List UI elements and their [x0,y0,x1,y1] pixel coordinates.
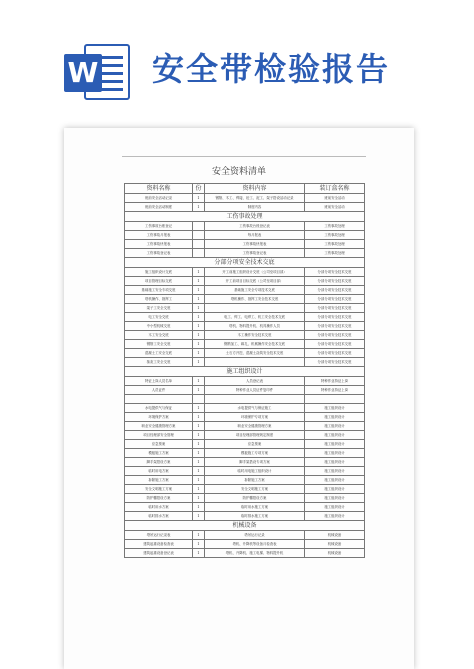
section-title: 工伤事故处理 [125,212,365,222]
table-cell: 特种作业人员证件复印件 [205,386,305,395]
table-cell: 1 [193,431,205,440]
table-cell [193,240,205,249]
table-row [125,340,365,349]
table-cell: 应急预案 [125,440,193,449]
table-cell: 1 [193,295,205,304]
table-cell: 1 [193,322,205,331]
table-cell: 施工组织设计 [305,512,365,521]
table-cell: 基础施工安全专项技术交底 [205,286,305,295]
table-cell: 分部分项安全技术交底 [305,331,365,340]
table-row [125,512,365,521]
table-row [125,358,365,367]
column-header: 资料名称 [125,184,193,194]
table-row [125,304,365,313]
table-cell: 1 [193,340,205,349]
table-row [125,422,365,431]
table-cell: 临时用电方案 [125,467,193,476]
table-cell: 施工组织设计 [305,458,365,467]
table-cell: 塔吊运行记录表 [125,531,193,540]
table-row [125,194,365,203]
table-cell: 机械设备 [305,549,365,558]
table-cell: 防护棚搭设方案 [205,494,305,503]
table-cell: 工伤事故处理 [305,231,365,240]
table-cell: 施工组织设计 [305,485,365,494]
table-cell: 分部分项安全技术交底 [305,322,365,331]
table-cell: 职业安全健康管理方案 [205,422,305,431]
table-cell: 1 [193,358,205,367]
table-cell: 安全文明施工方案 [205,485,305,494]
document-page [64,128,414,669]
table-header-row [125,184,365,194]
table-cell: 分部分项安全技术交底 [305,277,365,286]
table-cell: 环境保护方案 [125,413,193,422]
table-cell: 分部分项安全技术交底 [305,358,365,367]
table-cell: 应急预案 [205,440,305,449]
table-row [125,222,365,231]
table-cell [193,222,205,231]
table-cell: 建筑起重设备检查表 [125,540,193,549]
table-cell: 施工组织设计 [305,440,365,449]
table-cell: 防护棚搭设方案 [125,494,193,503]
table-cell: 班前安全活动记录 [125,194,193,203]
table-cell: 1 [193,485,205,494]
table-cell: 人员登记表 [205,377,305,386]
table-cell: 1 [193,467,205,476]
table-cell: 分部分项安全技术交底 [305,304,365,313]
table-cell: 工伤事故台账登记 [125,222,193,231]
table-cell: 1 [193,540,205,549]
table-cell: 临时排水施工方案 [205,512,305,521]
table-cell: 钢筋工安全交底 [125,340,193,349]
table-cell: 制度内容 [205,203,305,212]
table-cell: 1 [193,476,205,485]
table-cell: 施工组织设计 [305,503,365,512]
table-row [125,494,365,503]
table-cell: 混凝土工安全交底 [125,349,193,358]
table-cell: 临时用电施工组织设计 [205,467,305,476]
table-cell: 施工组织设计 [305,422,365,431]
table-cell: 机械设备 [305,540,365,549]
table-cell: 机械设备 [305,531,365,540]
table-row [125,413,365,422]
divider [122,156,366,157]
table-cell: 施工组织设计 [305,431,365,440]
table-cell: 1 [193,494,205,503]
table-row [125,503,365,512]
table-cell: 工伤事故处理 [305,222,365,231]
table-cell: 施工组织设计 [305,404,365,413]
table-row [125,240,365,249]
table-row [125,440,365,449]
table-row [125,277,365,286]
table-cell: 钢筋加工、绑扎、机械操作安全技术交底 [205,340,305,349]
table-row [125,231,365,240]
table-row [125,313,365,322]
table-row [125,395,365,404]
table-cell: 班前安全活动 [305,194,365,203]
table-cell [205,304,305,313]
table-cell: 1 [193,503,205,512]
table-cell: 1 [193,440,205,449]
table-row [125,249,365,258]
table-row [125,377,365,386]
table-cell: 1 [193,349,205,358]
table-cell: 拆除施工方案 [125,476,193,485]
table-cell [205,358,305,367]
table-cell: 脚手架搭设方案 [125,458,193,467]
table-cell: 职业安全健康管理方案 [125,422,193,431]
table-cell: 拆除施工方案 [205,476,305,485]
table-row [125,485,365,494]
table-cell: 电工、焊工、电焊工、机工安全技术交底 [205,313,305,322]
table-cell: 塔机、升降机等设备月检查表 [205,540,305,549]
table-cell [125,395,193,404]
table-cell: 1 [193,404,205,413]
table-cell: 分部分项安全技术交底 [305,286,365,295]
table-cell: 木工安全交底 [125,331,193,340]
table-cell: 1 [193,313,205,322]
table-cell: 模板施工专项方案 [205,449,305,458]
table-cell: 工伤事故快报表 [125,240,193,249]
table-cell: 塔机操作、指挥工安全技术交底 [205,295,305,304]
page-title: 安全带检验报告 [152,50,391,88]
table-row [125,295,365,304]
table-cell: 钢筋、木工、焊接、砼工、泥工、架子搭设活动记录 [205,194,305,203]
column-header: 资料内容 [205,184,305,194]
table-cell: 1 [193,549,205,558]
table-cell: 临时排水方案 [125,512,193,521]
table-cell: 班前安全活动制度 [125,203,193,212]
table-cell: 开工前施工组织设计交底（公司至项目部） [205,268,305,277]
table-cell: 1 [193,331,205,340]
table-cell: 木工操作安全技术交底 [205,331,305,340]
table-row [125,467,365,476]
table-row [125,449,365,458]
table-cell: 特种作业持证上岗 [305,386,365,395]
table-cell: 1 [193,531,205,540]
table-cell: 1 [193,277,205,286]
table-cell: 临时用水施工方案 [205,503,305,512]
document-title: 安全资料清单 [211,167,266,177]
table-row [125,540,365,549]
table-cell: 1 [193,304,205,313]
table-row [125,531,365,540]
table-cell [193,231,205,240]
table-cell: 水电提供气与保证 [125,404,193,413]
table-cell: 1 [193,286,205,295]
table-cell: 分部分项安全技术交底 [305,268,365,277]
table-row [125,476,365,485]
table-cell [205,395,305,404]
table-cell: 塔吊运行记录 [205,531,305,540]
table-cell: 架子工安全交底 [125,304,193,313]
table-cell: 工伤事故快报表 [205,240,305,249]
table-cell: 模板施工方案 [125,449,193,458]
table-cell: 脚手架搭设专项方案 [205,458,305,467]
section-row [125,367,365,377]
table-cell: 人员证件 [125,386,193,395]
table-cell [305,395,365,404]
table-cell: 施工组织设计 [305,494,365,503]
table-cell: 工伤事故登记表 [125,249,193,258]
table-cell: 特种作业持证上岗 [305,377,365,386]
table-row [125,349,365,358]
table-cell: 每月报表 [205,231,305,240]
data-table [124,183,365,558]
section-row [125,521,365,531]
table-row [125,431,365,440]
table-cell: 施工组织设计交底 [125,268,193,277]
table-cell: 工伤事故登记表 [205,249,305,258]
table-cell: 班前安全活动 [305,203,365,212]
table-body [125,194,365,558]
table-cell: 施工组织设计 [305,413,365,422]
table-cell: 特证上岗人员名单 [125,377,193,386]
section-row [125,212,365,222]
table-cell: 1 [193,386,205,395]
table-cell: 项目经理部管理规定制度 [205,431,305,440]
table-cell: 土石方开挖、混凝土浇筑安全技术交底 [205,349,305,358]
table-cell: 1 [193,422,205,431]
table-cell: 临时用水方案 [125,503,193,512]
table-row [125,458,365,467]
table-cell: 施工组织设计 [305,467,365,476]
table-cell: 分部分项安全技术交底 [305,295,365,304]
table-cell: 1 [193,194,205,203]
table-cell: 1 [193,458,205,467]
table-row [125,549,365,558]
table-cell: 1 [193,449,205,458]
table-cell [193,249,205,258]
table-cell: 项目经理部安全管理 [125,431,193,440]
table-cell: 环境保护专项方案 [205,413,305,422]
table-cell: 塔机操作、指挥工 [125,295,193,304]
table-cell: 水电提供气与保证施工 [205,404,305,413]
table-cell: 分部分项安全技术交底 [305,340,365,349]
table-row [125,286,365,295]
table-cell: 工伤事故处理 [305,249,365,258]
table-cell: 项目管理目标交底 [125,277,193,286]
table-row [125,331,365,340]
table-cell: 建筑起重设备登记表 [125,549,193,558]
table-cell: 电工安全交底 [125,313,193,322]
section-row [125,258,365,268]
table-cell: 中小型机械交底 [125,322,193,331]
header [0,0,474,100]
table-cell: 1 [193,268,205,277]
table-cell: 分部分项安全技术交底 [305,313,365,322]
word-logo-letter: W [64,54,102,92]
table-row [125,404,365,413]
table-row [125,322,365,331]
table-row [125,386,365,395]
table-cell: 1 [193,203,205,212]
table-cell: 分部分项安全技术交底 [305,349,365,358]
column-header: 份 [193,184,205,194]
section-title: 机械设备 [125,521,365,531]
table-cell: 施工组织设计 [305,476,365,485]
table-cell: 1 [193,377,205,386]
table-cell [193,395,205,404]
table-cell: 抹灰工安全交底 [125,358,193,367]
table-cell: 安全文明施工方案 [125,485,193,494]
section-title: 施工组织设计 [125,367,365,377]
table-cell: 施工组织设计 [305,449,365,458]
table-row [125,203,365,212]
column-header: 装订盒名称 [305,184,365,194]
table-cell: 1 [193,512,205,521]
table-cell: 工伤事故处理 [305,240,365,249]
table-cell: 1 [193,413,205,422]
table-row [125,268,365,277]
section-title: 分部分项安全技术交底 [125,258,365,268]
table-cell: 开工前项目目标交底（公司至项目部） [205,277,305,286]
table-cell: 塔机、升降机、施工电梯、物料提升机 [205,549,305,558]
table-cell: 工伤事故月报表 [125,231,193,240]
table-cell: 基础施工安全专项交底 [125,286,193,295]
word-icon [64,40,130,102]
table-cell: 工伤事故台账登记表 [205,222,305,231]
table-cell: 塔机、物料提升机、机具操作人员 [205,322,305,331]
